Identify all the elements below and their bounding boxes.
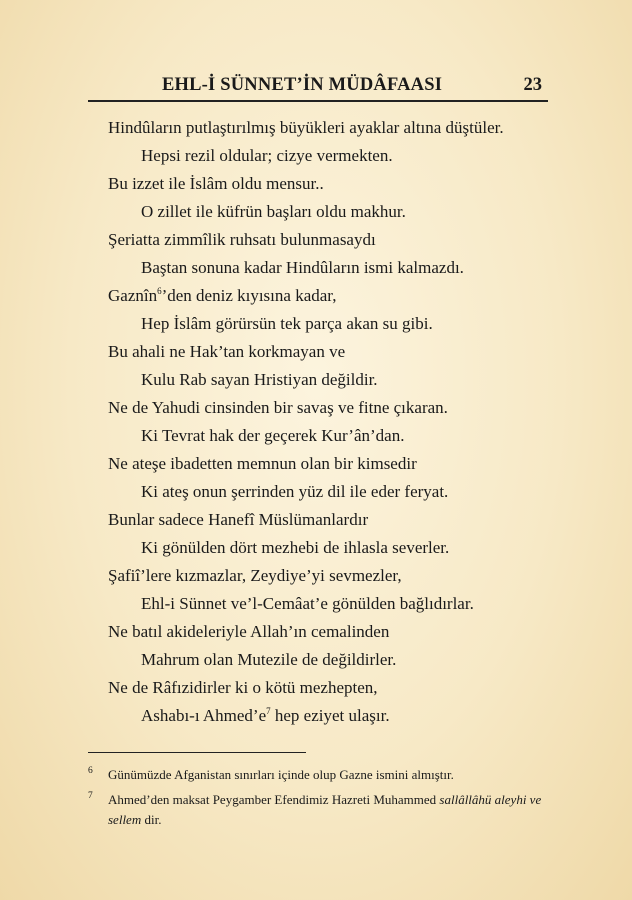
verse-line: Ki Tevrat hak der geçerek Kur’ân’dan.	[141, 426, 405, 445]
verse-line: Şafiî’lere kızmazlar, Zeydiye’yi sevmezler,	[108, 566, 402, 585]
verse-line: Bu izzet ile İslâm oldu mensur..	[108, 174, 324, 193]
footnote-number: 7	[88, 791, 93, 801]
poem-body	[0, 114, 632, 730]
verse-line: Ki gönülden dört mezhebi de ihlasla severler.	[141, 538, 450, 557]
page-number: 23	[523, 75, 542, 95]
verse-line: Hep İslâm görürsün tek parça akan su gibi.	[141, 314, 433, 333]
verse-line: Ne de Râfızidirler ki o kötü mezhepten,	[108, 678, 378, 697]
verse-line: Ehl-i Sünnet ve’l-Cemâat’e gönülden bağlıdırlar.	[141, 594, 474, 613]
verse-line	[0, 282, 632, 310]
verse-line: Baştan sonuna kadar Hindûların ismi kalmazdı.	[141, 258, 464, 277]
verse-line: Hepsi rezil oldular; cizye vermekten.	[141, 146, 393, 165]
footnote-number: 6	[88, 766, 93, 776]
running-header	[88, 72, 548, 102]
verse-line: Ne de Yahudi cinsinden bir savaş ve fitne çıkaran.	[108, 398, 448, 417]
footnote-text: Ahmed’den maksat Peygamber Efendimiz Hazreti Muhammed	[108, 792, 440, 807]
verse-line: Bunlar sadece Hanefî Müslümanlardır	[108, 510, 369, 529]
verse-text: Gaznîn	[108, 286, 158, 305]
footnote-reference: 6	[157, 286, 162, 296]
footnote-text: Günümüzde Afganistan sınırları içinde olup Gazne ismini almıştır.	[108, 767, 454, 782]
verse-line: Ne batıl akideleriyle Allah’ın cemalinden	[108, 622, 390, 641]
verse-text: Ashabı-ı Ahmed’e	[141, 706, 267, 725]
verse-line: Ki ateş onun şerrinden yüz dil ile eder feryat.	[141, 482, 449, 501]
verse-line: Hindûların putlaştırılmış büyükleri ayaklar altına düştüler.	[108, 118, 504, 137]
footnote	[88, 765, 548, 785]
footnotes	[88, 765, 548, 835]
verse-text: ’den deniz kıyısına kadar,	[161, 286, 337, 305]
verse-line: Bu ahali ne Hak’tan korkmayan ve	[108, 342, 346, 361]
verse-line	[0, 702, 632, 730]
footnote-italic-text: sallâllâhü aleyhi ve sellem	[108, 792, 542, 827]
footnote-text: dir.	[141, 812, 162, 827]
verse-text: hep eziyet ulaşır.	[270, 706, 390, 725]
verse-line: Mahrum olan Mutezile de değildirler.	[141, 650, 397, 669]
footnote-divider	[88, 752, 306, 753]
footnote	[88, 790, 548, 830]
verse-line: Şeriatta zimmîlik ruhsatı bulunmasaydı	[108, 230, 376, 249]
footnote-reference: 7	[266, 706, 271, 716]
verse-line: Ne ateşe ibadetten memnun olan bir kimsedir	[108, 454, 417, 473]
book-title: EHL-İ SÜNNET’İN MÜDÂFAASI	[162, 75, 443, 95]
verse-line: O zillet ile küfrün başları oldu makhur.	[141, 202, 406, 221]
verse-line: Kulu Rab sayan Hristiyan değildir.	[141, 370, 378, 389]
